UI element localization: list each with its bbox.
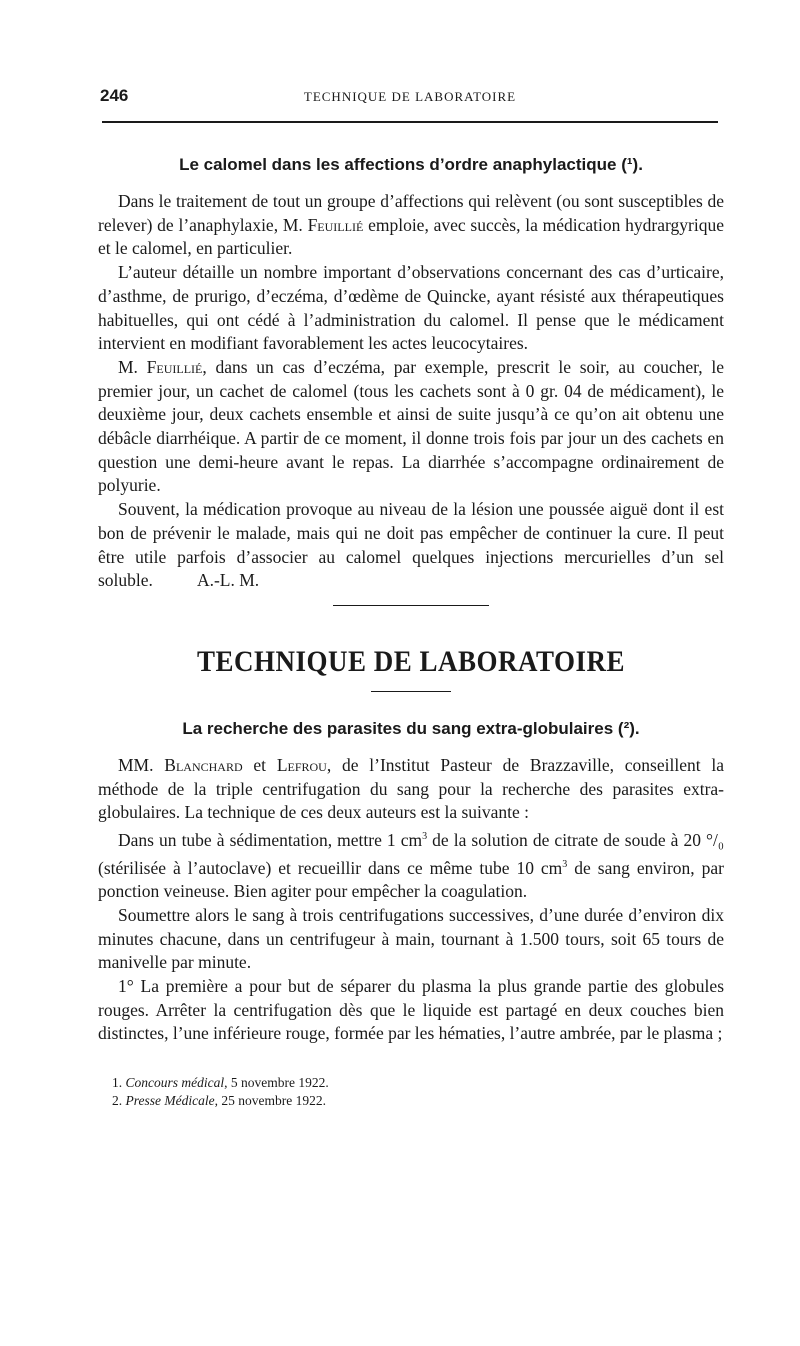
footnote: 2. Presse Médicale, 25 novembre 1922.	[112, 1093, 326, 1109]
author-name: Feuillié	[307, 214, 364, 235]
footnote-ref-1: (¹).	[621, 155, 643, 174]
author-name: Feuillié	[146, 356, 203, 377]
paragraph: Soumettre alors le sang à trois centrifugations successives, d’une durée d’environ dix minutes chacune, dans un centrifugeur à main, tournant à 1.500 tours, soit 65 tours de manivelle par minute.	[98, 904, 724, 973]
footnote: 1. Concours médical, 5 novembre 1922.	[112, 1075, 329, 1091]
signature: A.-L. M.	[196, 570, 260, 591]
paragraph: Souvent, la médication provoque au niveau de la lésion une poussée aiguë dont il est bon de prévenir le malade, mais qui ne doit pas empêcher de continuer la cure. Il peut être utile parfois d’associer au calomel quelques injections mercurielles d’un sel soluble. A.-L. M.	[98, 499, 724, 591]
exponent: 3	[562, 858, 568, 870]
section-heading: TECHNIQUE DE LABORATOIRE	[196, 644, 626, 678]
footnotes	[98, 1074, 724, 1110]
section-rule	[371, 691, 451, 692]
article-title-parasites: La recherche des parasites du sang extra-globulaires (²).	[182, 718, 640, 738]
paragraph: L’auteur détaille un nombre important d’observations concernant des cas d’urticaire, d’asthme, de prurigo, d’eczéma, d’œdème de Quincke, ayant résisté aux thérapeutiques habituelles, qui ont cédé à l’administration du calomel. Il pense que le médicament intervient en modifiant favorablement les actes leucocytaires.	[98, 262, 724, 354]
footnote-ref-2: (²).	[617, 718, 640, 738]
paragraph: Dans un tube à sédimentation, mettre 1 $cm^3$ de la solution de citrate de soude à 20 °/₀ (stérilisée à l’autoclave) et recueillir dans ce même tube 10 $cm^3$ de sang environ, par ponction veineuse. Bien agiter pour empêcher la coagulation.	[98, 829, 724, 902]
paragraph: MM. Blanchard et Lefrou, de l’Institut Pasteur de Brazzaville, conseillent la méthode de la triple centrifugation du sang pour la recherche des parasites extra-globulaires. La technique de ces deux auteurs est la suivante :	[98, 754, 724, 823]
paragraph: Dans le traitement de tout un groupe d’affections qui relèvent (ou sont susceptibles de relever) de l’anaphylaxie, M. Feuillié emploie, avec succès, la médication hydrargyrique et le calomel, en particulier.	[98, 191, 724, 259]
footnote-source: Concours médical	[125, 1075, 225, 1091]
header-rule	[102, 121, 718, 123]
author-name: Lefrou	[276, 754, 327, 775]
running-header	[100, 86, 720, 110]
footnote-source: Presse Médicale	[125, 1093, 215, 1109]
text-column	[98, 155, 724, 1110]
page-number: 246	[100, 86, 129, 105]
separator-rule	[333, 605, 489, 606]
paragraph: 1° La première a pour but de séparer du plasma la plus grande partie des globules rouges. Arrêter la centrifugation dès que le liquide est partagé en deux couches bien distinctes, l’une inférieure rouge, formée par les hématies, l’autre ambrée, par le plasma ;	[98, 975, 724, 1044]
author-name: Blanchard	[164, 754, 243, 775]
exponent: 3	[422, 831, 428, 843]
running-title: TECHNIQUE DE LABORATOIRE	[303, 89, 517, 104]
article-title-calomel: Le calomel dans les affections d’ordre anaphylactique (¹).	[179, 155, 643, 174]
paragraph: M. Feuillié, dans un cas d’eczéma, par exemple, prescrit le soir, au coucher, le premier jour, un cachet de calomel (tous les cachets sont à 0 gr. 04 de médicament), le deuxième jour, deux cachets ensemble et ainsi de suite jusqu’à ce qu’on ait obtenu une débâcle diarrhéique. A partir de ce moment, il donne trois fois par jour un des cachets en question une demi-heure avant le repas. La diarrhée s’accompagne ordinairement de polyurie.	[98, 356, 724, 496]
